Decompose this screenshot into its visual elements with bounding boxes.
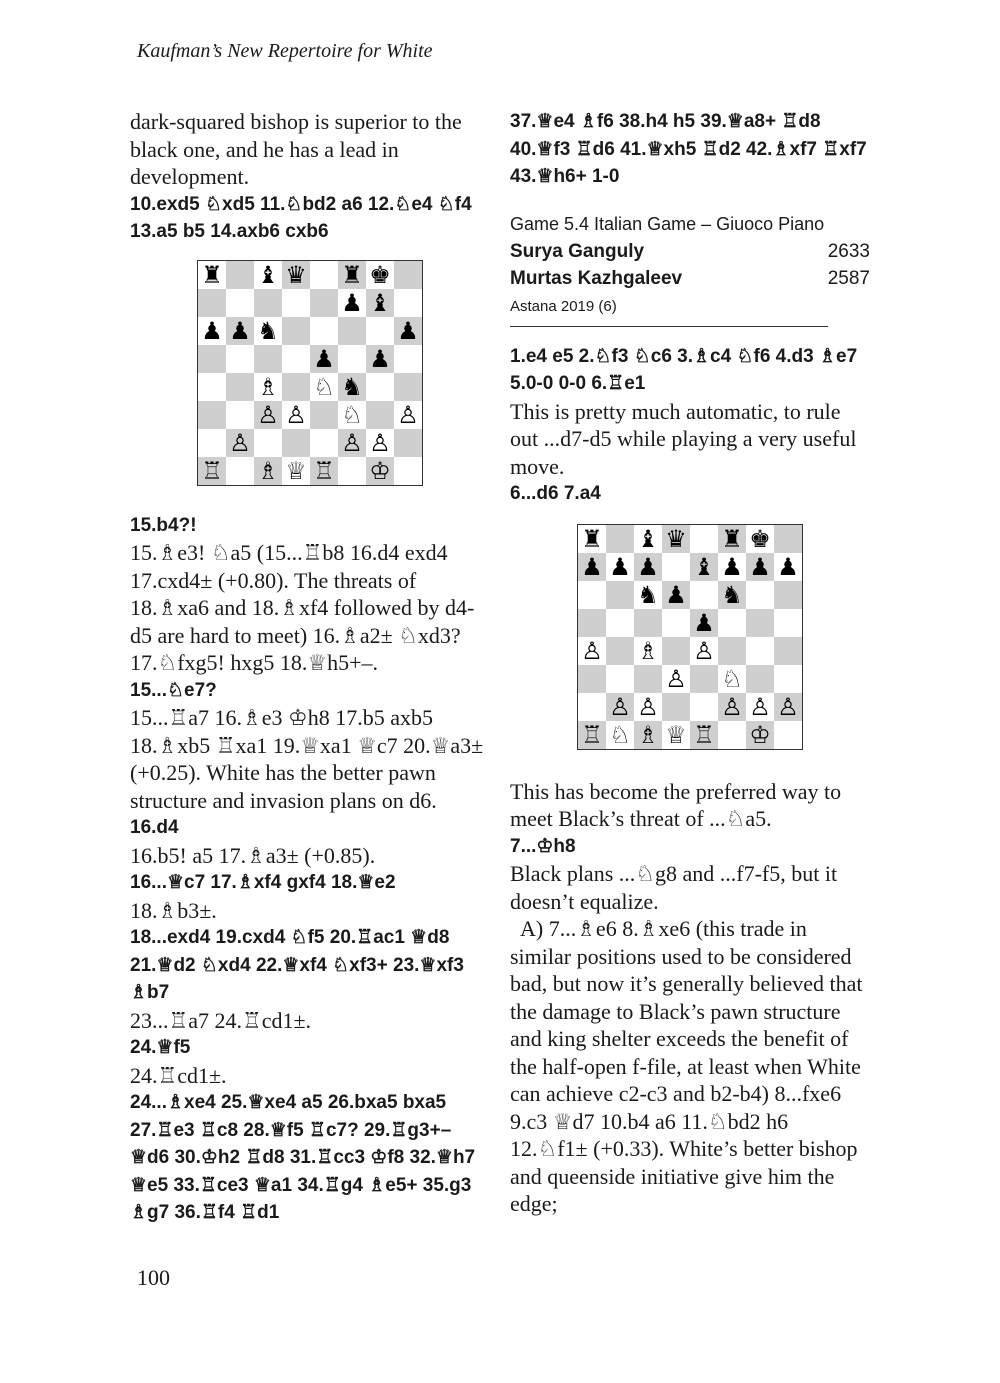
chess-square (254, 429, 282, 457)
chess-piece-square: ♙ (690, 637, 718, 665)
chess-square (690, 693, 718, 721)
chess-square (718, 609, 746, 637)
black-player-name: Murtas Kazhgaleev (510, 267, 683, 289)
chess-piece-square: ♗ (254, 373, 282, 401)
chess-square (338, 345, 366, 373)
chess-square (282, 345, 310, 373)
chess-square (310, 429, 338, 457)
chess-square (310, 317, 338, 345)
chess-square (578, 693, 606, 721)
chess-square (606, 525, 634, 553)
chess-square (662, 693, 690, 721)
chess-piece-square: ♜ (338, 261, 366, 289)
move-line: 6...d6 7.a4 (510, 483, 601, 504)
chess-square (774, 721, 802, 749)
chess-square (746, 609, 774, 637)
chess-piece-square: ♙ (746, 693, 774, 721)
chess-square (606, 581, 634, 609)
chess-square (634, 665, 662, 693)
chess-square (226, 345, 254, 373)
chess-square (366, 401, 394, 429)
chess-piece-square: ♕ (662, 721, 690, 749)
chess-piece-square: ♔ (366, 457, 394, 485)
chess-piece-square: ♟ (394, 317, 422, 345)
chess-square (394, 457, 422, 485)
chess-square (746, 665, 774, 693)
paragraph: This has become the preferred way to meet Black’s threat of ...♘a5. (510, 778, 842, 831)
chess-diagram (577, 524, 803, 750)
chess-piece-square: ♟ (774, 553, 802, 581)
chess-piece-square: ♞ (634, 581, 662, 609)
chess-piece-square: ♙ (282, 401, 310, 429)
divider (510, 326, 828, 327)
move-line: 16.d4 (130, 817, 179, 838)
chess-square (662, 553, 690, 581)
chess-square (606, 637, 634, 665)
paragraph: 15.♗e3! ♘a5 (15...♖b8 16.d4 exd4 17.cxd4± (+0.80). The threats of 18.♗xa6 and 18.♗xf4 followed by d4-d5 are hard to meet) 16.♗a2± ♘xd3? 17.♘fxg5! hxg5 18.♕h5+–. (130, 540, 475, 675)
chess-square (226, 457, 254, 485)
chess-square (394, 345, 422, 373)
chess-diagram-wrapper (510, 524, 870, 750)
chess-square (282, 317, 310, 345)
black-player-rating: 2587 (827, 267, 870, 289)
chess-piece-square: ♟ (578, 553, 606, 581)
chess-square (366, 373, 394, 401)
move-line: 1.e4 e5 2.♘f3 ♘c6 3.♗c4 ♘f6 4.d3 ♗e7 5.0-0 0-0 6.♖e1 (510, 345, 858, 394)
chess-square (310, 401, 338, 429)
chess-piece-square: ♝ (254, 261, 282, 289)
chess-square (310, 261, 338, 289)
chess-piece-square: ♙ (226, 429, 254, 457)
chess-square (394, 261, 422, 289)
chess-piece-square: ♟ (226, 317, 254, 345)
chess-piece-square: ♜ (198, 261, 226, 289)
chess-square (746, 581, 774, 609)
chess-square (198, 289, 226, 317)
paragraph: A) 7...♗e6 8.♗xe6 (this trade in similar positions used to be considered bad, but now it’s generally believed that the damage to Black’s pawn structure and king shelter exceeds the benefit of the half-open f-file, at least when White can achieve c2-c3 and b2-b4) 8...fxe6 9.c3 ♕d7 10.b4 a6 11.♘bd2 h6 12.♘f1± (+0.33). White’s better bishop and queenside initiative give him the edge; (510, 916, 863, 1216)
move-line: 10.exd5 ♘xd5 11.♘bd2 a6 12.♘e4 ♘f4 13.a5 b5 14.axb6 cxb6 (130, 193, 472, 242)
white-player-row (510, 238, 870, 265)
chess-piece-square: ♗ (254, 457, 282, 485)
paragraph: 23...♖a7 24.♖cd1±. (130, 1007, 312, 1033)
chess-square (606, 665, 634, 693)
chess-piece-square: ♟ (634, 553, 662, 581)
chess-piece-square: ♟ (746, 553, 774, 581)
chess-square (718, 721, 746, 749)
paragraph: Black plans ...♘g8 and ...f7-f5, but it doesn’t equalize. (510, 861, 838, 914)
chess-square (578, 581, 606, 609)
chess-piece-square: ♟ (690, 609, 718, 637)
game-title: Game 5.4 Italian Game – Giuoco Piano (510, 213, 825, 234)
chess-piece-square: ♝ (634, 525, 662, 553)
move-line: 7...♔h8 (510, 835, 576, 857)
chess-piece-square: ♜ (578, 525, 606, 553)
chess-piece-square: ♖ (690, 721, 718, 749)
paragraph: 16.b5! a5 17.♗a3± (+0.85). (130, 842, 376, 868)
chess-square (198, 401, 226, 429)
chess-square (578, 609, 606, 637)
chess-square (254, 289, 282, 317)
page-number: 100 (137, 1265, 170, 1290)
chess-piece-square: ♗ (634, 721, 662, 749)
paragraph: This is pretty much automatic, to rule out ...d7-d5 while playing a very useful move. (510, 398, 857, 479)
chess-square (718, 637, 746, 665)
game-header (510, 211, 870, 327)
chess-piece-square: ♞ (254, 317, 282, 345)
chess-piece-square: ♛ (662, 525, 690, 553)
chess-square (606, 609, 634, 637)
chess-piece-square: ♙ (254, 401, 282, 429)
move-line: 37.♕e4 ♗f6 38.h4 h5 39.♕a8+ ♖d8 40.♕f3 ♖d6 41.♕xh5 ♖d2 42.♗xf7 ♖xf7 43.♕h6+ 1-0 (510, 111, 867, 187)
chess-piece-square: ♟ (366, 345, 394, 373)
chess-piece-square: ♖ (198, 457, 226, 485)
chess-square (774, 609, 802, 637)
white-player-name: Surya Ganguly (510, 240, 645, 262)
chess-square (690, 665, 718, 693)
paragraph: 18.♗b3±. (130, 897, 217, 923)
chess-square (690, 525, 718, 553)
chess-square (394, 289, 422, 317)
chess-piece-square: ♟ (662, 581, 690, 609)
chess-piece-square: ♙ (338, 429, 366, 457)
move-line: 15.b4?! (130, 514, 197, 536)
left-column (130, 108, 490, 1227)
move-line: 18...exd4 19.cxd4 ♘f5 20.♖ac1 ♕d8 21.♕d2 ♘xd4 22.♕xf4 ♘xf3+ 23.♕xf3 ♗b7 (130, 927, 464, 1003)
chess-piece-square: ♙ (774, 693, 802, 721)
chess-piece-square: ♔ (746, 721, 774, 749)
chess-square (282, 429, 310, 457)
chess-square (338, 317, 366, 345)
chess-piece-square: ♚ (746, 525, 774, 553)
chess-square (634, 609, 662, 637)
chess-square (198, 429, 226, 457)
chess-piece-square: ♟ (718, 553, 746, 581)
chess-piece-square: ♞ (338, 373, 366, 401)
chess-piece-square: ♝ (366, 289, 394, 317)
chess-piece-square: ♙ (662, 665, 690, 693)
chess-square (226, 289, 254, 317)
chess-piece-square: ♘ (310, 373, 338, 401)
chess-square (254, 345, 282, 373)
chess-piece-square: ♘ (606, 721, 634, 749)
chess-square (226, 373, 254, 401)
chess-piece-square: ♟ (198, 317, 226, 345)
chess-square (226, 401, 254, 429)
paragraph: dark-squared bishop is superior to the black one, and he has a lead in development. (130, 109, 462, 189)
chess-piece-square: ♚ (366, 261, 394, 289)
chess-piece-square: ♝ (690, 553, 718, 581)
chess-square (690, 581, 718, 609)
white-player-rating: 2633 (827, 240, 870, 262)
chess-piece-square: ♛ (282, 261, 310, 289)
running-head: Kaufman’s New Repertoire for White (137, 40, 433, 62)
chess-piece-square: ♟ (606, 553, 634, 581)
chess-piece-square: ♙ (578, 637, 606, 665)
chess-square (366, 317, 394, 345)
event-line: Astana 2019 (6) (510, 297, 617, 315)
right-column (510, 108, 870, 1218)
chess-piece-square: ♘ (718, 665, 746, 693)
chess-diagram (197, 260, 423, 486)
move-line: 16...♕c7 17.♗xf4 gxf4 18.♕e2 (130, 872, 396, 893)
chess-piece-square: ♖ (310, 457, 338, 485)
chess-square (774, 581, 802, 609)
chess-square (662, 609, 690, 637)
chess-piece-square: ♗ (634, 637, 662, 665)
chess-piece-square: ♕ (282, 457, 310, 485)
chess-square (198, 345, 226, 373)
chess-square (394, 373, 422, 401)
chess-square (226, 261, 254, 289)
chess-square (662, 637, 690, 665)
chess-diagram-wrapper (130, 260, 490, 486)
chess-square (774, 637, 802, 665)
move-line: 15...♘e7? (130, 679, 217, 701)
chess-piece-square: ♟ (310, 345, 338, 373)
chess-square (338, 457, 366, 485)
paragraph: 15...♖a7 16.♗e3 ♔h8 17.b5 axb5 18.♗xb5 ♖xa1 19.♕xa1 ♕c7 20.♕a3± (+0.25). White has the better pawn structure and invasion plans on d6. (130, 705, 484, 813)
chess-piece-square: ♙ (366, 429, 394, 457)
move-line: 24...♗xe4 25.♕xe4 a5 26.bxa5 bxa5 27.♖e3 ♖c8 28.♕f5 ♖c7? 29.♖g3+– ♕d6 30.♔h2 ♖d8 31.♖cc3 ♔f8 32.♕h7 ♕e5 33.♖ce3 ♕a1 34.♖g4 ♗e5+ 35.g3 ♗g7 36.♖f4 ♖d1 (130, 1092, 476, 1223)
move-line: 24.♕f5 (130, 1037, 191, 1058)
chess-piece-square: ♖ (578, 721, 606, 749)
chess-square (394, 429, 422, 457)
black-player-row (510, 265, 870, 292)
paragraph: 24.♖cd1±. (130, 1062, 227, 1088)
chess-square (578, 665, 606, 693)
chess-piece-square: ♘ (338, 401, 366, 429)
chess-square (774, 525, 802, 553)
chess-piece-square: ♙ (718, 693, 746, 721)
chess-square (774, 665, 802, 693)
chess-piece-square: ♙ (634, 693, 662, 721)
chess-square (310, 289, 338, 317)
chess-square (282, 289, 310, 317)
chess-piece-square: ♞ (718, 581, 746, 609)
chess-square (282, 373, 310, 401)
chess-piece-square: ♙ (606, 693, 634, 721)
chess-piece-square: ♟ (338, 289, 366, 317)
chess-piece-square: ♜ (718, 525, 746, 553)
chess-square (746, 637, 774, 665)
chess-square (198, 373, 226, 401)
chess-piece-square: ♙ (394, 401, 422, 429)
